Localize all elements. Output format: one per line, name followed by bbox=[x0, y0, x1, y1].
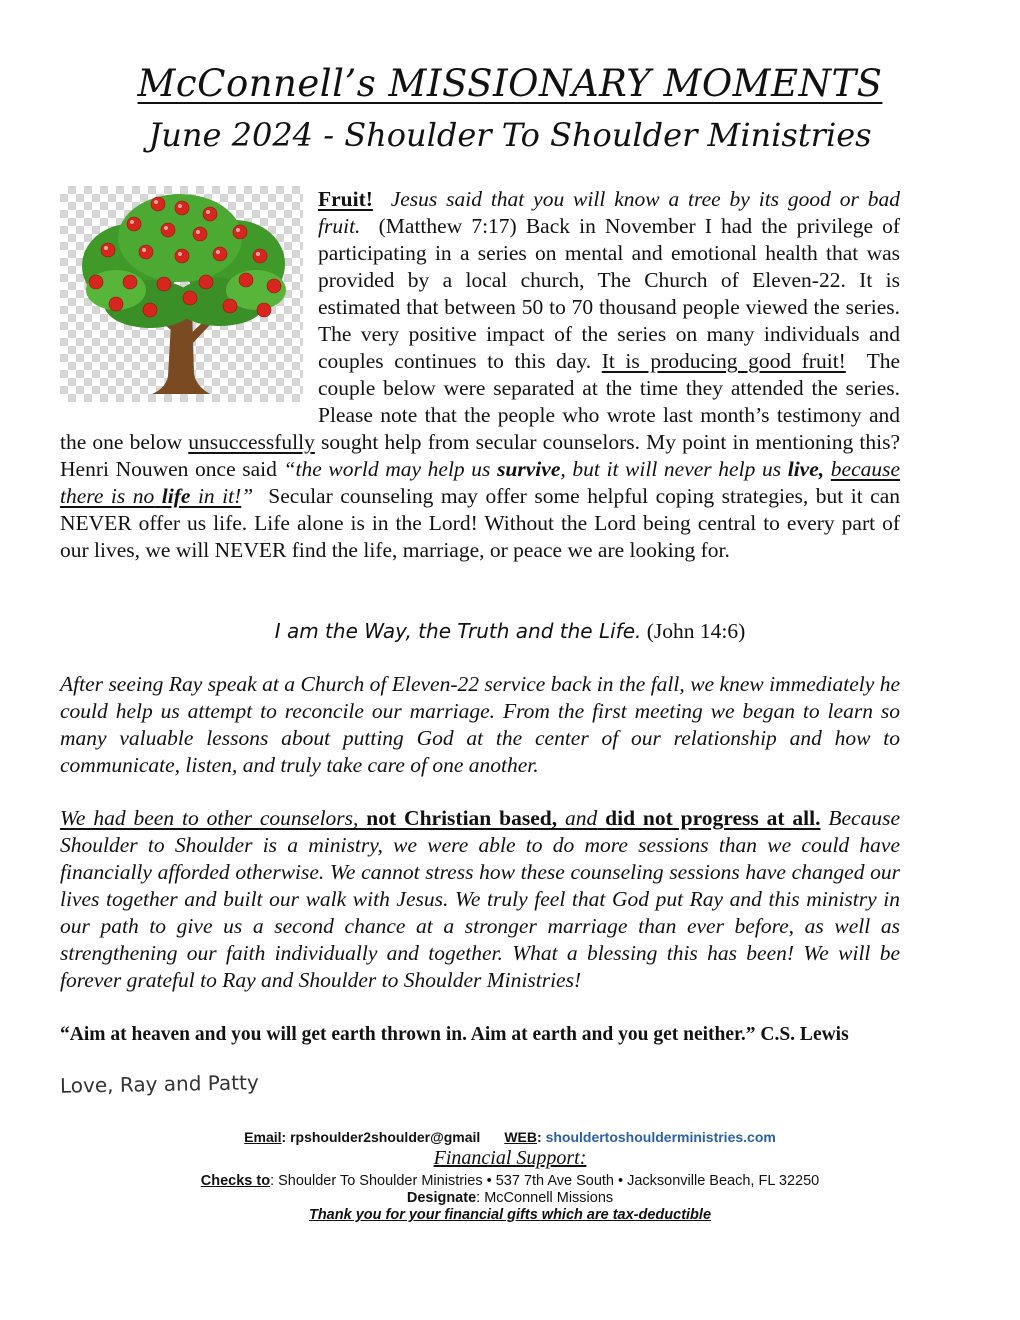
newsletter-title: McConnell’s MISSIONARY MOMENTS bbox=[137, 62, 883, 105]
nouwen-quote: “the world may help us survive, but it will never help us live, because there is no life in it!” bbox=[60, 457, 901, 508]
verse-text: I am the Way, the Truth and the Life. bbox=[274, 619, 642, 643]
cs-lewis-quote: “Aim at heaven and you will get earth thrown in. Aim at earth and you get neither.” C.S. Lewis bbox=[60, 1024, 849, 1045]
testimony-other-counselors: We had been to other counselors, not Christian based, and did not progress at all. bbox=[60, 806, 821, 830]
testimony-paragraph-1: After seeing Ray speak at a Church of Eleven-22 service back in the fall, we knew immediately he could help us attempt to reconcile our marriage. From the first meeting we began to learn so many valuable lessons about putting God at the center of our relationship and how to communicate, listen, and truly take care of one another. bbox=[60, 672, 900, 777]
checks-label: Checks to bbox=[200, 1173, 271, 1189]
email-label: Email bbox=[244, 1129, 282, 1145]
web-link[interactable]: shouldertoshoulderministries.com bbox=[545, 1129, 776, 1145]
intro-text-3: sought help from secular counselors. My point in mentioning this? Henri Nouwen once said bbox=[60, 430, 901, 481]
checks-line bbox=[0, 1172, 1020, 1190]
fruit-heading: Fruit! bbox=[318, 187, 373, 211]
verse-reference: (John 14:6) bbox=[646, 619, 746, 643]
designate-label: Designate bbox=[406, 1190, 477, 1206]
web-label: WEB bbox=[504, 1129, 537, 1145]
designate-value: : McConnell Missions bbox=[476, 1190, 614, 1206]
email-value[interactable]: : rpshoulder2shoulder@gmail bbox=[281, 1129, 481, 1145]
unsuccessfully-text: unsuccessfully bbox=[188, 430, 315, 454]
testimony-paragraph-2: We had been to other counselors, not Christian based, and did not progress at all. Because Shoulder to Shoulder is a ministry, we were able to do more sessions than we could have financially afforded otherwise. We cannot stress how these counseling sessions have changed our lives together and built our walk with Jesus. We truly feel that God put Ray and this ministry in our path to give us a second chance at a stronger marriage than ever before, as well as strengthening our faith individually and together. What a blessing this has been! We will be forever grateful to Ray and Shoulder to Shoulder Ministries! bbox=[60, 806, 901, 992]
tax-deductible-note: Thank you for your financial gifts which are tax-deductible bbox=[308, 1207, 712, 1223]
scripture-paraphrase: Jesus said that you will know a tree by its good or bad fruit. bbox=[318, 187, 901, 238]
producing-fruit-text: It is producing good fruit! bbox=[601, 349, 846, 373]
designate-line bbox=[0, 1189, 1020, 1207]
contact-line: Email: rpshoulder2shoulder@gmail WEB: shouldertoshoulderministries.com bbox=[244, 1129, 776, 1145]
intro-text-2: The couple below were separated at the time they attended the series. Please note that the people who wrote last month’s testimony and the one below bbox=[60, 349, 901, 454]
intro-conclusion: Secular counseling may offer some helpful coping strategies, but it can NEVER offer us life. Life alone is in the Lord! Without the Lord being central to every part of our lives, we will NEVER find the life, marriage, or peace we are looking for. bbox=[60, 484, 901, 562]
intro-paragraph bbox=[60, 186, 900, 564]
intro-text: (Matthew 7:17) Back in November I had the privilege of participating in a series on mental and emotional health that was provided by a local church, The Church of Eleven-22. It is estimated that between 50 to 70 thousand people viewed the series. The very positive impact of the series on many individuals and couples continues to this day. bbox=[318, 214, 901, 373]
newsletter-subtitle: June 2024 - Shoulder To Shoulder Ministries bbox=[148, 116, 872, 154]
scripture-verse bbox=[0, 616, 1020, 646]
checks-address: : Shoulder To Shoulder Ministries • 537 7th Ave South • Jacksonville Beach, FL 32250 bbox=[270, 1173, 820, 1189]
financial-support-heading: Financial Support: bbox=[433, 1147, 587, 1169]
signoff: Love, Ray and Patty bbox=[59, 1070, 259, 1098]
